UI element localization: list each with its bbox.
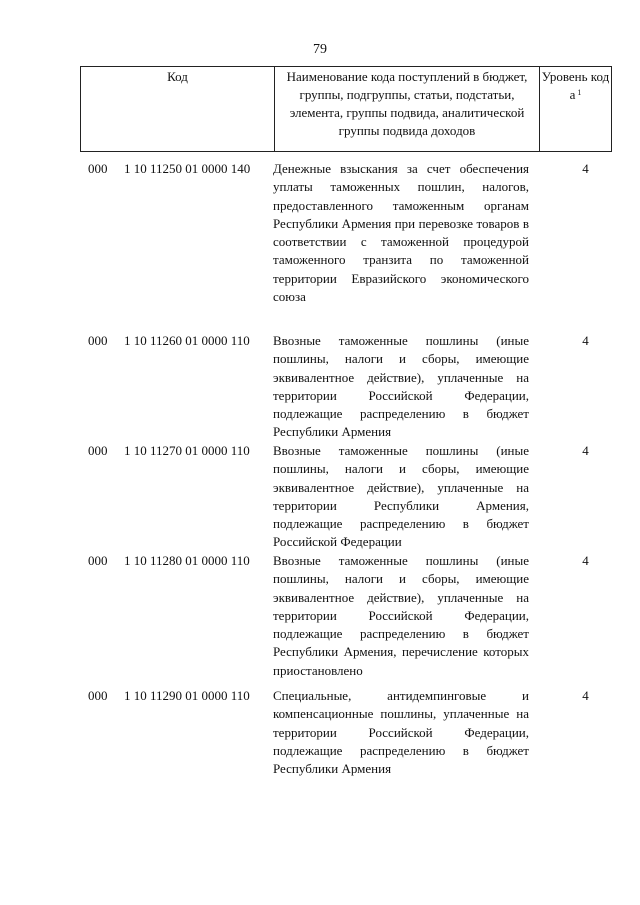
row-name: Ввозные таможенные пошлины (иные пошлины, налоги и сборы, имеющие эквивалентное действие), уплаченные на территории Российской Федерации, подлежащие распределению в бюджет Республики Армения, перечисление которых приостановлено — [273, 553, 529, 678]
page-number: 79 — [313, 42, 327, 57]
header-level-footnote: 1 — [577, 88, 582, 97]
header-level-text: Уровень код — [541, 69, 610, 84]
row-admin-code: 000 — [88, 333, 108, 348]
table-row — [80, 160, 612, 332]
row-admin-code: 000 — [88, 161, 108, 176]
row-admin-code: 000 — [88, 688, 108, 703]
row-admin-code: 000 — [88, 443, 108, 458]
row-admin-code: 000 — [88, 553, 108, 568]
header-code: Код — [81, 67, 275, 151]
row-name: Денежные взыскания за счет обеспечения уплаты таможенных пошлин, налогов, предоставленного таможенным органам Республики Армения при перевозке товаров в соответствии с таможенной процедурой таможенного транзита по таможенной территории Евразийского экономического союза — [273, 161, 529, 305]
header-level — [540, 67, 611, 151]
row-name: Специальные, антидемпинговые и компенсационные пошлины, уплаченные на территории Российской Федерации, подлежащие распределению в бюджет Республики Армения — [273, 688, 529, 777]
row-revenue-code: 1 10 11270 01 0000 110 — [124, 443, 250, 458]
row-revenue-code: 1 10 11280 01 0000 110 — [124, 553, 250, 568]
row-revenue-code: 1 10 11260 01 0000 110 — [124, 333, 250, 348]
row-level: 4 — [582, 161, 589, 176]
row-level: 4 — [582, 553, 589, 568]
row-revenue-code: 1 10 11290 01 0000 110 — [124, 688, 250, 703]
table-row — [80, 687, 612, 783]
table-row — [80, 442, 612, 552]
row-level: 4 — [582, 443, 589, 458]
header-level-tail: а — [569, 87, 576, 102]
row-revenue-code: 1 10 11250 01 0000 140 — [124, 161, 251, 176]
table-body — [80, 160, 612, 783]
row-level: 4 — [582, 688, 589, 703]
row-name: Ввозные таможенные пошлины (иные пошлины, налоги и сборы, имеющие эквивалентное действие), уплаченные на территории Республики Армения, подлежащие распределению в бюджет Российской Федерации — [273, 443, 529, 550]
table-header — [80, 66, 612, 152]
row-level: 4 — [582, 333, 589, 348]
row-name: Ввозные таможенные пошлины (иные пошлины, налоги и сборы, имеющие эквивалентное действие), уплаченные на территории Российской Федерации, подлежащие распределению в бюджет Республики Армения — [273, 333, 529, 440]
header-name: Наименование кода поступлений в бюджет, группы, подгруппы, статьи, подстатьи, элемента, группы подвида, аналитической группы подвида доходов — [275, 67, 540, 151]
table-row — [80, 552, 612, 687]
table-row — [80, 332, 612, 442]
